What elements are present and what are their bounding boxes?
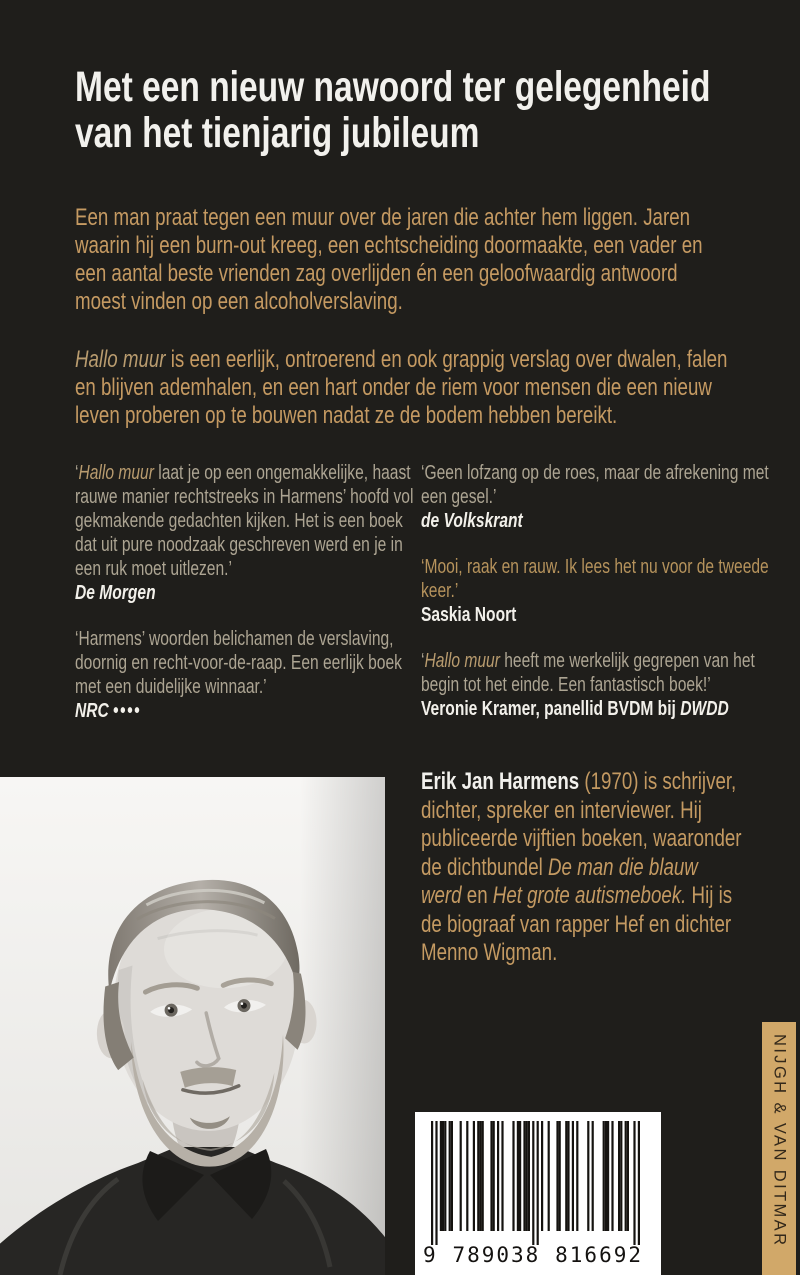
barcode-digit-group: 789038 (452, 1243, 541, 1267)
quote-source: Veronie Kramer, panellid BVDM bij DWDD (421, 698, 729, 720)
press-quotes-left-column (75, 461, 426, 745)
quote-source: Saskia Noort (421, 604, 517, 626)
author-photo (0, 777, 385, 1275)
book-title-mention: Hallo muur (78, 462, 154, 484)
synopsis-paragraph-2-text: is een eerlijk, ontroerend en ook grappig verslag over dwalen, falen en blijven ademhalen, en een hart onder de riem voor mensen die een nieuw leven proberen op te bouwen nadat ze de bodem hebben bereikt. (75, 346, 728, 429)
quote-text: ‘Mooi, raak en rauw. Ik lees het nu voor de tweede keer.’ (421, 556, 769, 602)
synopsis-paragraph-1: Een man praat tegen een muur over de jaren die achter hem liggen. Jaren waarin hij een burn-out kreeg, een echtscheiding doormaakte, een vader en een aantal beste vrienden zag overlijden én een geloofwaardig antwoord moest vinden op een alcoholverslaving. (75, 204, 703, 315)
quote-source: NRC •••• (75, 700, 142, 722)
press-quote-volkskrant (421, 461, 772, 533)
quote-text: ‘Hallo muur laat je op een ongemakkelijke, haast rauwe manier rechtstreeks in Harmens’ hoofd vol gekmakende gedachten kijken. Het is een boek dat uit pure noodzaak geschreven werd en je in een ruk moet uitlezen.’ (75, 462, 414, 580)
synopsis-paragraph-2 (75, 346, 730, 430)
press-quote-veronie-kramer (421, 649, 772, 721)
barcode (415, 1112, 661, 1275)
book-title-mention: Hallo muur (75, 346, 166, 373)
jubilee-heading-line1: Met een nieuw nawoord ter gelegenheid (75, 63, 711, 111)
jubilee-heading (75, 64, 793, 156)
barcode-digit-group: 816692 (555, 1243, 643, 1267)
quote-text: ‘Geen lofzang op de roes, maar de afrekening met een gesel.’ (421, 462, 769, 508)
book-title-mention: De man die blauw werd (421, 853, 698, 909)
author-bio: Erik Jan Harmens (1970) is schrijver, dichter, spreker en interviewer. Hij publiceerde vijftien boeken, waaronder de dichtbundel De man die blauw werd en Het grote autismeboek. Hij is de biograaf van rapper Hef en dichter Menno Wigman. (421, 768, 742, 966)
nrc-rating-dots: •••• (113, 700, 142, 722)
publisher-spine (762, 1022, 796, 1275)
barcode-number (423, 1243, 643, 1267)
press-quote-nrc (75, 627, 426, 723)
quote-text: ‘Harmens’ woorden belichamen de verslaving, doornig en recht-voor-de-raap. Een eerlijk boek met een duidelijke winnaar.’ (75, 628, 402, 698)
publisher-name: NIJGH & VAN DITMAR (770, 1034, 789, 1248)
barcode-digit-group: 9 (423, 1243, 438, 1267)
book-title-mention: Het grote autismeboek. (492, 882, 687, 909)
press-quote-de-morgen (75, 461, 426, 605)
press-quotes-right-column (421, 461, 772, 743)
book-title-mention: Hallo muur (424, 650, 500, 672)
tv-show-mention: DWDD (680, 698, 729, 720)
author-name: Erik Jan Harmens (421, 768, 580, 795)
author-portrait-illustration (0, 777, 385, 1275)
press-quote-saskia-noort (421, 555, 772, 627)
jubilee-heading-line2: van het tienjarig jubileum (75, 109, 480, 157)
barcode-bars (431, 1121, 640, 1245)
quote-source: De Morgen (75, 582, 156, 604)
quote-source: de Volkskrant (421, 510, 523, 532)
quote-text: ‘Hallo muur heeft me werkelijk gegrepen van het begin tot het einde. Een fantastisch boek!’ (421, 650, 755, 696)
